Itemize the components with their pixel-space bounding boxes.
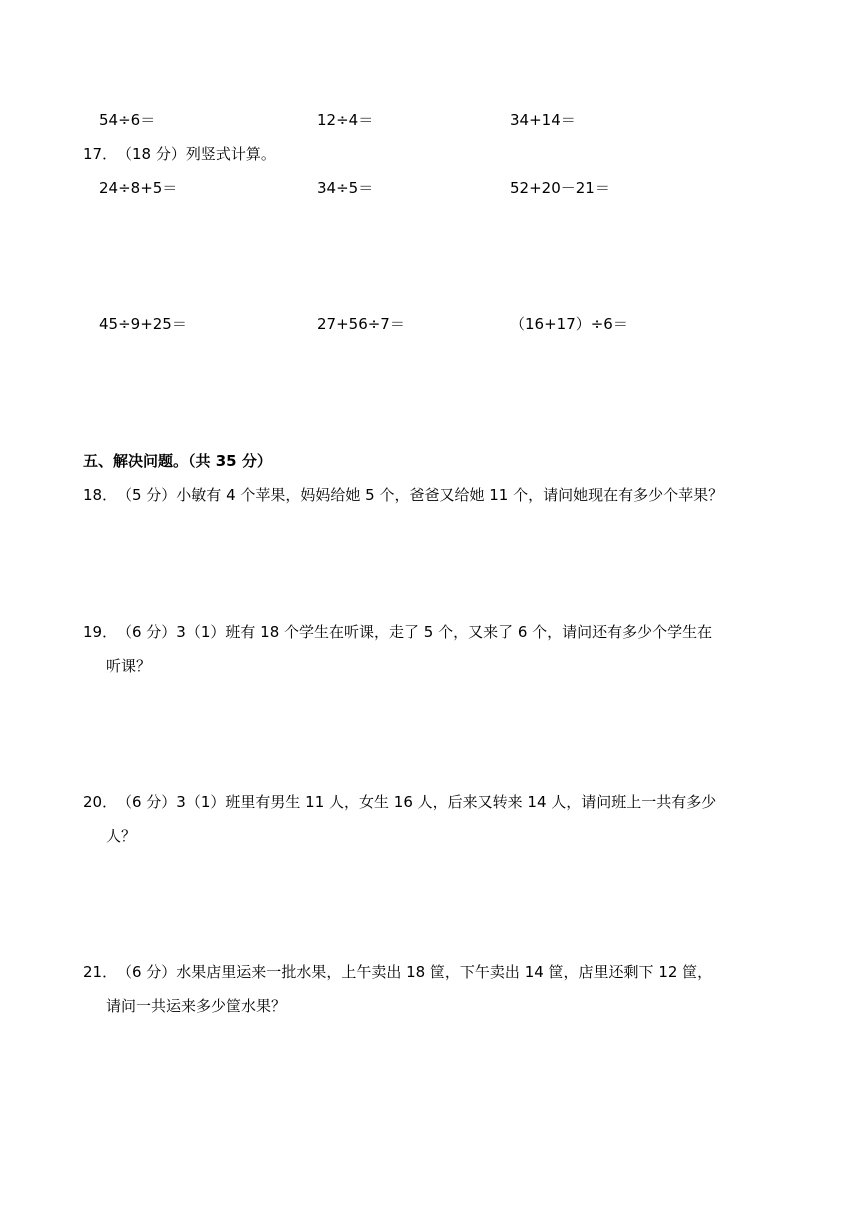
question-20-number: 20． [83,793,118,811]
calc-item: 34+14＝ [510,111,576,129]
calc-item: 54÷6＝ [99,111,156,129]
question-19-text-cont: 听课？ [106,657,152,675]
question-20-text: （6 分）3（1）班里有男生 11 人，女生 16 人，后来又转来 14 人，请问班上一共有多少 [117,793,717,811]
question-21-text: （6 分）水果店里运来一批水果，上午卖出 18 筐，下午卖出 14 筐，店里还剩下 12 筐， [117,963,713,981]
question-17-text: （18 分）列竖式计算。 [117,145,276,163]
calc-item: 45÷9+25＝ [99,315,187,333]
section-title: 五、解决问题。（共 35 分） [83,452,272,470]
question-21-number: 21． [83,963,118,981]
calc-item: 34÷5＝ [317,179,374,197]
question-17-number: 17． [83,145,118,163]
question-18-number: 18． [83,486,118,504]
question-19-number: 19． [83,623,118,641]
question-19-text: （6 分）3（1）班有 18 个学生在听课，走了 5 个，又来了 6 个，请问还有多少个学生在 [117,623,713,641]
calc-item: （16+17）÷6＝ [510,315,628,333]
question-20-text-cont: 人？ [106,827,137,845]
calc-item: 24÷8+5＝ [99,179,178,197]
calc-item: 52+20－21＝ [510,179,610,197]
question-18-text: （5 分）小敏有 4 个苹果，妈妈给她 5 个，爸爸又给她 11 个，请问她现在有多少个苹果？ [117,486,724,504]
calc-item: 12÷4＝ [317,111,374,129]
question-21-text-cont: 请问一共运来多少筐水果？ [106,997,287,1015]
calc-item: 27+56÷7＝ [317,315,405,333]
